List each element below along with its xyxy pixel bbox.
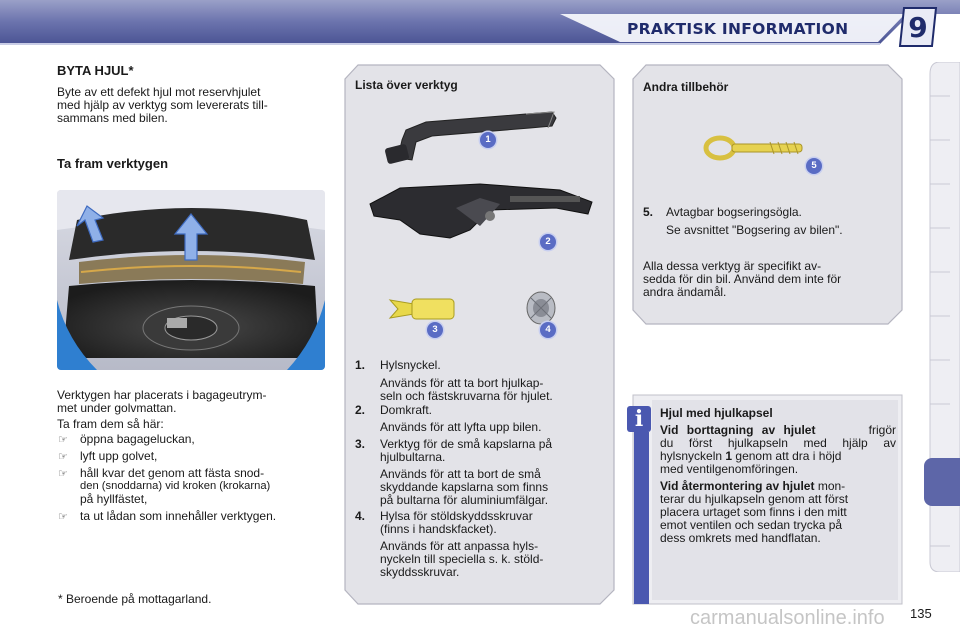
- chapter-badge: [898, 6, 938, 48]
- tool-number-1: 1.: [355, 358, 366, 372]
- chapter-number: 9: [908, 11, 928, 44]
- subheading: Ta fram verktygen: [57, 156, 169, 171]
- step-4: ta ut lådan som innehåller verktygen.: [80, 509, 277, 523]
- info-icon: i: [627, 406, 651, 432]
- tool-number-3: 3.: [355, 437, 366, 451]
- section-heading: BYTA HJUL*: [57, 63, 134, 78]
- tool-badge-3: 3: [427, 322, 443, 338]
- trunk-photo: [57, 190, 325, 370]
- bullet-icon: ☞: [58, 451, 68, 463]
- accessory-number: 5.: [643, 205, 654, 219]
- accessory-reference: Se avsnittet "Bogsering av bilen".: [666, 223, 843, 237]
- info-paragraph-1: Vid borttagning av hjulet frigör du först hjulkapseln med hjälp av hylsnyckeln 1 genom att dra i höjd med ventilgenomföringen.: [660, 423, 896, 476]
- info-accent-bar: [634, 432, 649, 604]
- trunk-illustration: [57, 190, 325, 370]
- step-1: öppna bagageluckan,: [80, 432, 195, 446]
- footnote: * Beroende på mottagarland.: [58, 592, 212, 606]
- steps-intro: Ta fram dem så här:: [57, 417, 164, 431]
- bullet-icon: ☞: [58, 434, 68, 446]
- tool-number-4: 4.: [355, 509, 366, 523]
- accessories-panel-title: Andra tillbehör: [643, 80, 729, 94]
- step-3: håll kvar det genom att fästa snod- den (snoddarna) vid kroken (krokarna) på hyllfästet,: [80, 466, 271, 506]
- section-title: PRAKTISK INFORMATION: [627, 20, 849, 38]
- info-title: Hjul med hjulkapsel: [660, 406, 773, 420]
- page-header: [0, 0, 960, 44]
- jack-image: [360, 168, 600, 248]
- active-chapter-tab[interactable]: [924, 458, 960, 506]
- bullet-icon: ☞: [58, 468, 68, 480]
- info-paragraph-2: Vid återmontering av hjulet mon- terar du hjulkapseln genom att först placera urtaget som finns i den mitt emot ventilen och sedan trycka på dess omkrets med handflatan.: [660, 479, 849, 545]
- bullet-icon: ☞: [58, 511, 68, 523]
- accessory-name: Avtagbar bogseringsögla.: [666, 205, 802, 219]
- cap-tool-image: [388, 294, 458, 324]
- tool-name-3: Verktyg för de små kapslarna på hjulbultarna.: [380, 437, 553, 464]
- tool-name-2: Domkraft.: [380, 403, 433, 417]
- tool-name-1: Hylsnyckel.: [380, 358, 441, 372]
- tool-desc-4: Används för att anpassa hyls- nyckeln till speciella s. k. stöld- skyddsskruvar.: [380, 539, 544, 579]
- accessory-badge-5: 5: [806, 158, 822, 174]
- towing-eye-image: [700, 128, 810, 168]
- tools-panel-title: Lista över verktyg: [355, 78, 458, 92]
- tool-desc-3: Används för att ta bort de små skyddande kapslarna som finns på bultarna för aluminiumfälgar.: [380, 467, 549, 507]
- accessories-note: Alla dessa verktyg är specifikt av- sedda för din bil. Använd dem inte för andra ändamål.: [643, 259, 842, 299]
- watermark: carmanualsonline.info: [690, 607, 885, 629]
- intro-text: Byte av ett defekt hjul mot reservhjulet med hjälp av verktyg som levererats till- sammans med bilen.: [57, 85, 268, 125]
- tool-number-2: 2.: [355, 403, 366, 417]
- socket-image: [521, 288, 561, 328]
- tool-badge-4: 4: [540, 322, 556, 338]
- location-text: Verktygen har placerats i bagageutrym- met under golvmattan.: [57, 388, 267, 415]
- step-2: lyft upp golvet,: [80, 449, 158, 463]
- tool-badge-2: 2: [540, 234, 556, 250]
- tool-desc-2: Används för att lyfta upp bilen.: [380, 420, 542, 434]
- tool-name-4: Hylsa för stöldskyddsskruvar (finns i handskfacket).: [380, 509, 533, 536]
- tool-desc-1: Används för att ta bort hjulkap- seln och fästskruvarna för hjulet.: [380, 376, 553, 403]
- page-number: 135: [910, 606, 932, 621]
- tool-badge-1: 1: [480, 132, 496, 148]
